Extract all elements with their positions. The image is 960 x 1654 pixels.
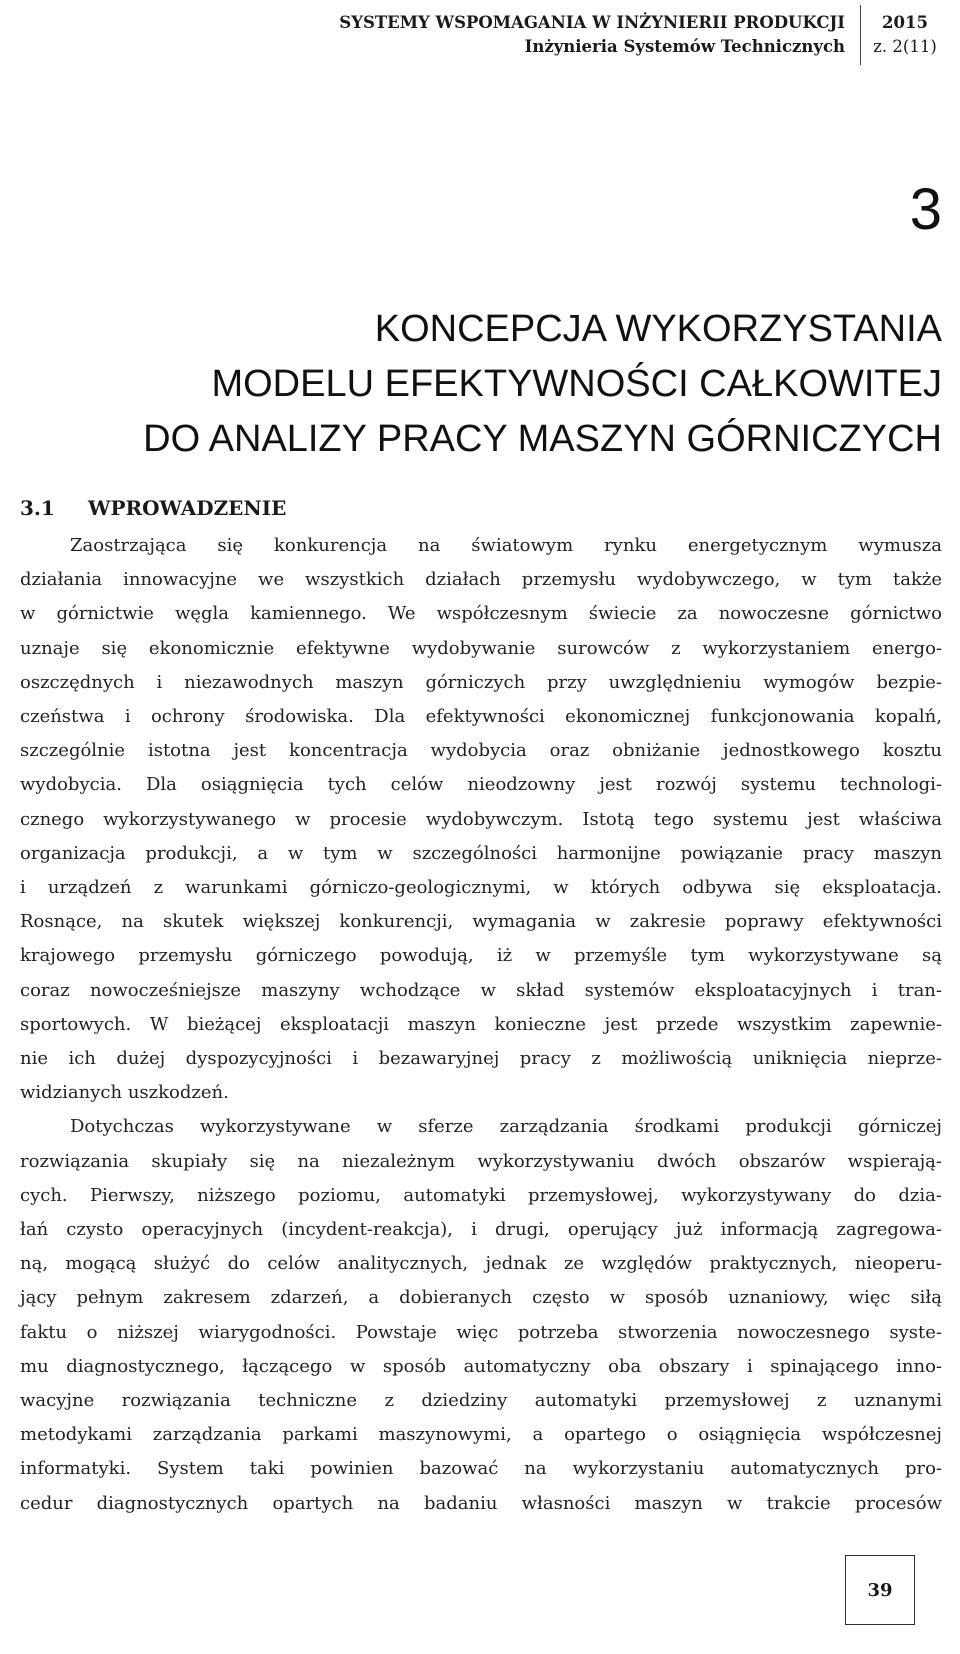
text-line: faktu o niższej wiarygodności. Powstaje więc potrzeba stworzenia nowoczesnego syste- (20, 1321, 942, 1343)
header-divider (860, 5, 861, 65)
text-line: cych. Pierwszy, niższego poziomu, automatyki przemysłowej, wykorzystywany do dzia- (20, 1184, 942, 1206)
text-line: i urządzeń z warunkami górniczo-geologicznymi, w których odbywa się eksploatacja. (20, 877, 942, 899)
chapter-title-line: KONCEPCJA WYKORZYSTANIA (374, 308, 942, 350)
journal-subtitle: Inżynieria Systemów Technicznych (524, 37, 845, 56)
text-line: informatyki. System taki powinien bazować na wykorzystaniu automatycznych pro- (20, 1458, 942, 1480)
running-header (0, 5, 960, 65)
text-line: Dotychczas wykorzystywane w sferze zarządzania środkami produkcji górniczej (70, 1116, 942, 1138)
section-title: WPROWADZENIE (88, 496, 287, 520)
text-line: łań czysto operacyjnych (incydent-reakcja), i drugi, operujący już informacją zagregowa- (20, 1219, 942, 1241)
page-number: 39 (845, 1555, 915, 1625)
text-line: ną, mogącą służyć do celów analitycznych, jednak ze względów praktycznych, nieoperu- (20, 1253, 942, 1275)
chapter-title-line: DO ANALIZY PRACY MASZYN GÓRNICZYCH (143, 418, 942, 460)
text-line: krajowego przemysłu górniczego powodują, iż w przemyśle tym wykorzystywane są (20, 945, 942, 967)
text-line: jący pełnym zakresem zdarzeń, a dobieranych często w sposób uznaniowy, więc siłą (20, 1287, 942, 1309)
journal-title: SYSTEMY WSPOMAGANIA W INŻYNIERII PRODUKCJI (339, 13, 845, 32)
text-line: sportowych. W bieżącej eksploatacji maszyn konieczne jest przede wszystkim zapewnie- (20, 1013, 942, 1035)
text-line: cedur diagnostycznych opartych na badaniu własności maszyn w trakcie procesów (20, 1492, 942, 1514)
text-line: Zaostrzająca się konkurencja na światowym rynku energetycznym wymusza (70, 535, 942, 556)
text-line: wacyjne rozwiązania techniczne z dziedziny automatyki przemysłowej z uznanymi (20, 1390, 942, 1412)
section-heading (20, 494, 620, 522)
text-line: rozwiązania skupiały się na niezależnym wykorzystywaniu dwóch obszarów wspierają- (20, 1150, 942, 1172)
text-line: coraz nowocześniejsze maszyny wchodzące w skład systemów eksploatacyjnych i tran- (20, 979, 942, 1001)
journal-year: 2015 (882, 13, 928, 32)
header-journal-block (339, 11, 845, 59)
chapter-title (143, 302, 942, 467)
body-text (20, 529, 942, 1521)
paragraph (20, 1110, 942, 1520)
paragraph (20, 529, 942, 1110)
journal-issue: z. 2(11) (873, 37, 937, 56)
header-issue-block (872, 11, 938, 59)
text-line: działania innowacyjne we wszystkich działach przemysłu wydobywczego, w tym także (20, 569, 942, 591)
text-line: wydobycia. Dla osiągnięcia tych celów nieodzowny jest rozwój systemu technologi- (20, 774, 942, 796)
section-number: 3.1 (20, 496, 55, 520)
text-line: szczególnie istotna jest koncentracja wydobycia oraz obniżanie jednostkowego kosztu (20, 740, 942, 762)
text-line: Rosnące, na skutek większej konkurencji, wymagania w zakresie poprawy efektywności (20, 911, 942, 933)
text-line: uznaje się ekonomicznie efektywne wydobywanie surowców z wykorzystaniem energo- (20, 637, 942, 659)
text-line: nie ich dużej dyspozycyjności i bezawaryjnej pracy z możliwością uniknięcia nieprze- (20, 1048, 942, 1070)
text-line: oszczędnych i niezawodnych maszyn górniczych przy uwzględnieniu wymogów bezpie- (20, 671, 942, 693)
text-line: czeństwa i ochrony środowiska. Dla efektywności ekonomicznej funkcjonowania kopalń, (20, 706, 942, 728)
text-line: mu diagnostycznego, łączącego w sposób automatyczny oba obszary i spinającego inno- (20, 1355, 942, 1377)
chapter-title-line: MODELU EFEKTYWNOŚCI CAŁKOWITEJ (211, 363, 942, 405)
text-line: widzianych uszkodzeń. (20, 1082, 229, 1104)
text-line: cznego wykorzystywanego w procesie wydobywczym. Istotą tego systemu jest właściwa (20, 808, 942, 830)
text-line: w górnictwie węgla kamiennego. We współczesnym świecie za nowoczesne górnictwo (20, 603, 942, 625)
chapter-number: 3 (909, 177, 942, 242)
text-line: organizacja produkcji, a w tym w szczególności harmonijne powiązanie pracy maszyn (20, 842, 942, 864)
text-line: metodykami zarządzania parkami maszynowymi, a opartego o osiągnięcia współczesnej (20, 1424, 942, 1446)
